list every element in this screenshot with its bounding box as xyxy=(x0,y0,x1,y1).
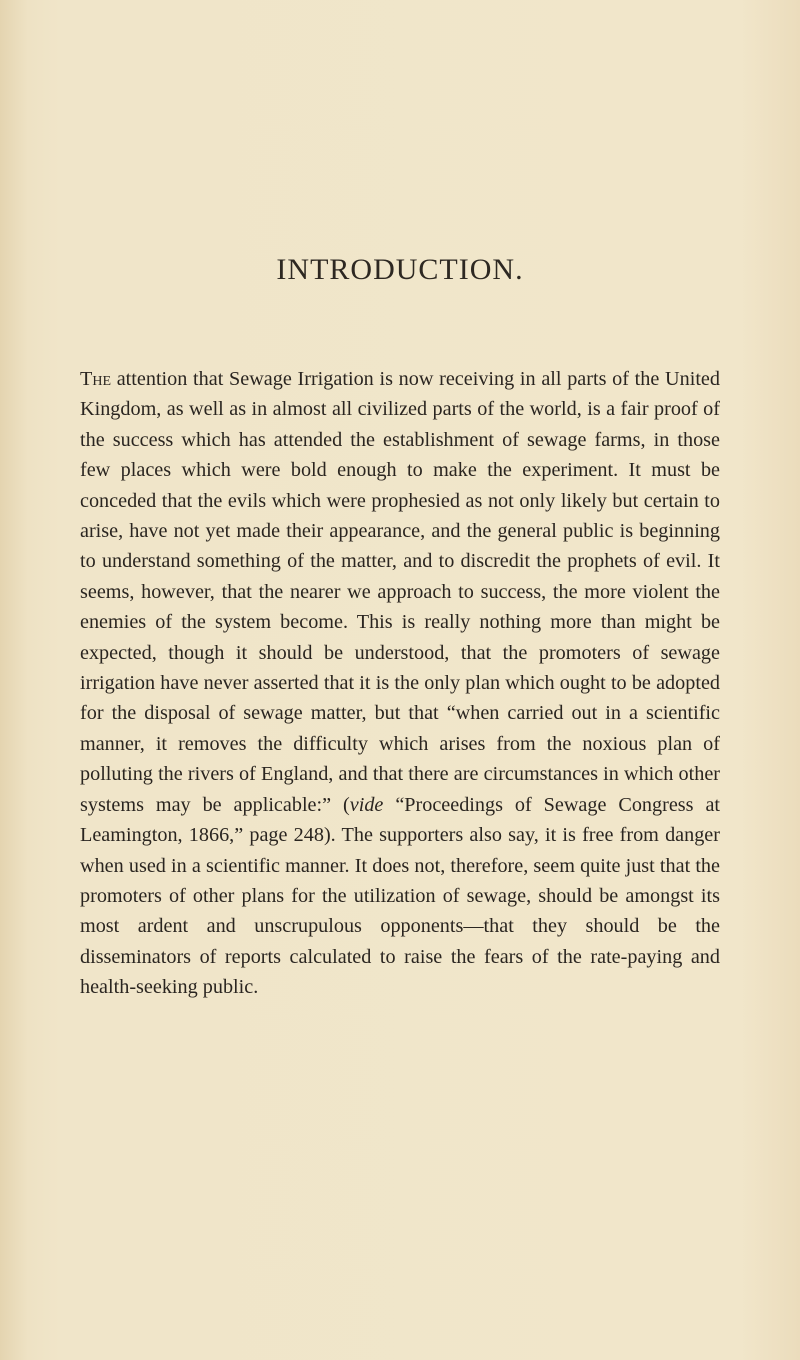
paragraph-lead-word: The xyxy=(80,368,111,390)
body-paragraph xyxy=(80,364,720,1003)
paragraph-text-part-1: attention that Sewage Irrigation is now receiving in all parts of the United Kingdom, as well as in almost all civilized parts of the world, is a fair proof of the success which has attended the establishment of sewage farms, in those few places which were bold enough to make the experiment. It must be conceded that the evils which were prophesied as not only likely but certain to arise, have not yet made their appearance, and the general public is beginning to understand something of the matter, and to discredit the prophets of evil. It seems, however, that the nearer we approach to success, the more violent the enemies of the system become. This is really nothing more than might be expected, though it should be understood, that the promoters of sewage irrigation have never asserted that it is the only plan which ought to be adopted for the disposal of sewage matter, but that “when carried out in a scientific manner, it removes the difficulty which arises from the noxious plan of polluting the rivers of England, and that there are circumstances in which other systems may be applicable:” ( xyxy=(80,368,720,816)
paragraph-vide: vide xyxy=(349,793,384,816)
paragraph-text-part-2: “Proceedings of Sewage Congress at Leamington, 1866,” page 248). The supporters also say, it is free from danger when used in a scientific manner. It does not, therefore, seem quite just that the promoters of other plans for the utilization of sewage, should be amongst its most ardent and unscrupulous opponents—that they should be the disseminators of reports calculated to raise the fears of the rate-paying and health-seeking public. xyxy=(80,793,721,999)
chapter-heading: INTRODUCTION. xyxy=(276,253,524,286)
